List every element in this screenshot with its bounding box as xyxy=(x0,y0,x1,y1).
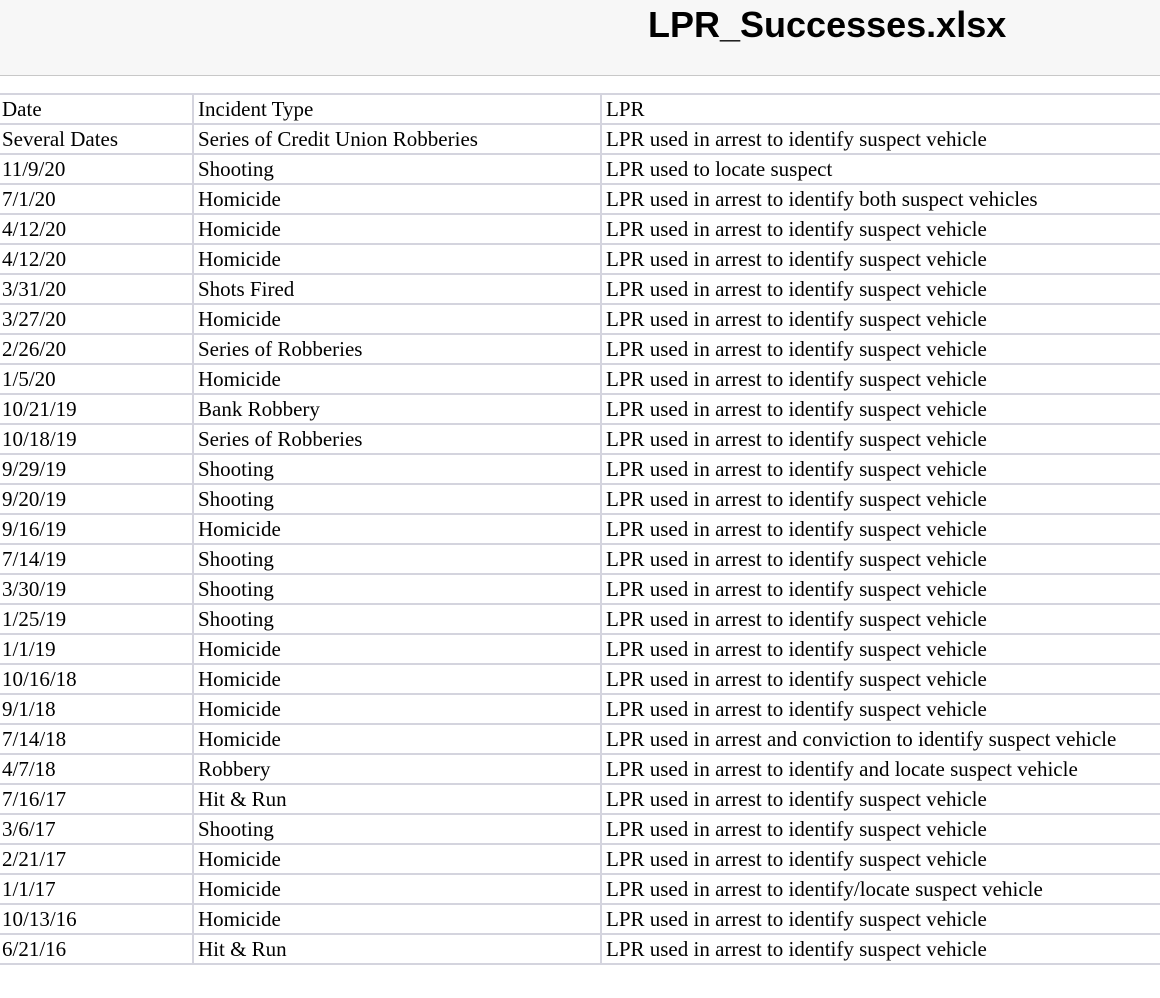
cell-date[interactable]: 9/29/19 xyxy=(0,454,193,484)
cell-lpr[interactable]: LPR used in arrest to identify suspect vehicle xyxy=(601,664,1160,694)
cell-incident-type[interactable]: Homicide xyxy=(193,844,601,874)
cell-incident-type[interactable]: Homicide xyxy=(193,904,601,934)
cell-lpr[interactable]: LPR used in arrest to identify suspect vehicle xyxy=(601,814,1160,844)
table-row xyxy=(0,904,1160,934)
cell-date[interactable]: 3/31/20 xyxy=(0,274,193,304)
cell-date[interactable]: 11/9/20 xyxy=(0,154,193,184)
cell-date[interactable]: 1/5/20 xyxy=(0,364,193,394)
cell-date[interactable]: 9/1/18 xyxy=(0,694,193,724)
cell-lpr[interactable]: LPR used in arrest to identify suspect vehicle xyxy=(601,634,1160,664)
table-row xyxy=(0,544,1160,574)
cell-date[interactable]: 1/1/17 xyxy=(0,874,193,904)
cell-lpr[interactable]: LPR used in arrest to identify and locate suspect vehicle xyxy=(601,754,1160,784)
cell-incident-type[interactable]: Shooting xyxy=(193,604,601,634)
table-row xyxy=(0,394,1160,424)
cell-date[interactable]: 9/16/19 xyxy=(0,514,193,544)
table-row xyxy=(0,214,1160,244)
cell-date[interactable]: 10/21/19 xyxy=(0,394,193,424)
header-lpr[interactable]: LPR xyxy=(601,94,1160,124)
cell-lpr[interactable]: LPR used in arrest to identify suspect vehicle xyxy=(601,784,1160,814)
cell-lpr[interactable]: LPR used in arrest to identify suspect vehicle xyxy=(601,544,1160,574)
cell-incident-type[interactable]: Series of Robberies xyxy=(193,334,601,364)
cell-incident-type[interactable]: Robbery xyxy=(193,754,601,784)
table-row xyxy=(0,934,1160,964)
cell-date[interactable]: 10/16/18 xyxy=(0,664,193,694)
cell-date[interactable]: 7/16/17 xyxy=(0,784,193,814)
header-date[interactable]: Date xyxy=(0,94,193,124)
cell-incident-type[interactable]: Hit & Run xyxy=(193,934,601,964)
cell-lpr[interactable]: LPR used in arrest to identify suspect vehicle xyxy=(601,364,1160,394)
cell-lpr[interactable]: LPR used in arrest and conviction to identify suspect vehicle xyxy=(601,724,1160,754)
table-row xyxy=(0,574,1160,604)
table-row xyxy=(0,604,1160,634)
cell-lpr[interactable]: LPR used in arrest to identify/locate suspect vehicle xyxy=(601,874,1160,904)
cell-date[interactable]: 1/25/19 xyxy=(0,604,193,634)
table-row xyxy=(0,874,1160,904)
cell-lpr[interactable]: LPR used in arrest to identify suspect vehicle xyxy=(601,844,1160,874)
table-row xyxy=(0,424,1160,454)
table-row xyxy=(0,844,1160,874)
cell-incident-type[interactable]: Hit & Run xyxy=(193,784,601,814)
cell-lpr[interactable]: LPR used in arrest to identify suspect vehicle xyxy=(601,424,1160,454)
cell-incident-type[interactable]: Homicide xyxy=(193,364,601,394)
cell-incident-type[interactable]: Shooting xyxy=(193,454,601,484)
cell-incident-type[interactable]: Shooting xyxy=(193,484,601,514)
cell-lpr[interactable]: LPR used in arrest to identify suspect vehicle xyxy=(601,214,1160,244)
cell-date[interactable]: 4/7/18 xyxy=(0,754,193,784)
cell-incident-type[interactable]: Shooting xyxy=(193,154,601,184)
cell-date[interactable]: 6/21/16 xyxy=(0,934,193,964)
table-row xyxy=(0,154,1160,184)
cell-incident-type[interactable]: Homicide xyxy=(193,514,601,544)
cell-date[interactable]: 3/30/19 xyxy=(0,574,193,604)
cell-incident-type[interactable]: Shooting xyxy=(193,544,601,574)
cell-incident-type[interactable]: Shots Fired xyxy=(193,274,601,304)
cell-date[interactable]: 2/21/17 xyxy=(0,844,193,874)
table-row xyxy=(0,334,1160,364)
cell-lpr[interactable]: LPR used in arrest to identify suspect vehicle xyxy=(601,604,1160,634)
cell-incident-type[interactable]: Series of Robberies xyxy=(193,424,601,454)
cell-incident-type[interactable]: Homicide xyxy=(193,184,601,214)
table-row xyxy=(0,244,1160,274)
table-row xyxy=(0,784,1160,814)
cell-date[interactable]: 10/18/19 xyxy=(0,424,193,454)
table-row xyxy=(0,484,1160,514)
spreadsheet-table xyxy=(0,93,1160,965)
cell-date[interactable]: 1/1/19 xyxy=(0,634,193,664)
cell-date[interactable]: 3/6/17 xyxy=(0,814,193,844)
cell-lpr[interactable]: LPR used in arrest to identify suspect vehicle xyxy=(601,244,1160,274)
cell-incident-type[interactable]: Homicide xyxy=(193,634,601,664)
cell-incident-type[interactable]: Homicide xyxy=(193,724,601,754)
cell-incident-type[interactable]: Homicide xyxy=(193,214,601,244)
table-row xyxy=(0,184,1160,214)
table-row xyxy=(0,814,1160,844)
cell-incident-type[interactable]: Shooting xyxy=(193,814,601,844)
cell-lpr[interactable]: LPR used in arrest to identify suspect vehicle xyxy=(601,304,1160,334)
cell-lpr[interactable]: LPR used in arrest to identify suspect vehicle xyxy=(601,394,1160,424)
table-row xyxy=(0,304,1160,334)
table-row xyxy=(0,274,1160,304)
cell-date[interactable]: 4/12/20 xyxy=(0,214,193,244)
cell-incident-type[interactable]: Homicide xyxy=(193,874,601,904)
header-row xyxy=(0,94,1160,124)
table-body xyxy=(0,124,1160,964)
cell-lpr[interactable]: LPR used in arrest to identify suspect vehicle xyxy=(601,934,1160,964)
table-row xyxy=(0,454,1160,484)
table-row xyxy=(0,664,1160,694)
cell-date[interactable]: 2/26/20 xyxy=(0,334,193,364)
title-bar xyxy=(0,0,1160,76)
cell-date[interactable]: 10/13/16 xyxy=(0,904,193,934)
cell-date[interactable]: 3/27/20 xyxy=(0,304,193,334)
cell-date[interactable]: Several Dates xyxy=(0,124,193,154)
cell-lpr[interactable]: LPR used in arrest to identify suspect vehicle xyxy=(601,124,1160,154)
table-row xyxy=(0,124,1160,154)
table-row xyxy=(0,754,1160,784)
cell-incident-type[interactable]: Homicide xyxy=(193,664,601,694)
cell-date[interactable]: 7/14/19 xyxy=(0,544,193,574)
cell-date[interactable]: 4/12/20 xyxy=(0,244,193,274)
cell-date[interactable]: 9/20/19 xyxy=(0,484,193,514)
cell-incident-type[interactable]: Series of Credit Union Robberies xyxy=(193,124,601,154)
table-row xyxy=(0,514,1160,544)
table-row xyxy=(0,634,1160,664)
cell-date[interactable]: 7/1/20 xyxy=(0,184,193,214)
cell-date[interactable]: 7/14/18 xyxy=(0,724,193,754)
cell-lpr[interactable]: LPR used in arrest to identify suspect vehicle xyxy=(601,574,1160,604)
cell-incident-type[interactable]: Homicide xyxy=(193,304,601,334)
cell-lpr[interactable]: LPR used in arrest to identify both suspect vehicles xyxy=(601,184,1160,214)
table-row xyxy=(0,364,1160,394)
cell-lpr[interactable]: LPR used to locate suspect xyxy=(601,154,1160,184)
cell-lpr[interactable]: LPR used in arrest to identify suspect vehicle xyxy=(601,514,1160,544)
cell-lpr[interactable]: LPR used in arrest to identify suspect vehicle xyxy=(601,694,1160,724)
cell-incident-type[interactable]: Bank Robbery xyxy=(193,394,601,424)
table-row xyxy=(0,694,1160,724)
cell-incident-type[interactable]: Shooting xyxy=(193,574,601,604)
file-title: LPR_Successes.xlsx xyxy=(648,4,1007,45)
cell-lpr[interactable]: LPR used in arrest to identify suspect vehicle xyxy=(601,904,1160,934)
cell-incident-type[interactable]: Homicide xyxy=(193,244,601,274)
cell-lpr[interactable]: LPR used in arrest to identify suspect vehicle xyxy=(601,334,1160,364)
cell-lpr[interactable]: LPR used in arrest to identify suspect vehicle xyxy=(601,454,1160,484)
table-row xyxy=(0,724,1160,754)
cell-lpr[interactable]: LPR used in arrest to identify suspect vehicle xyxy=(601,484,1160,514)
header-incident-type[interactable]: Incident Type xyxy=(193,94,601,124)
cell-lpr[interactable]: LPR used in arrest to identify suspect vehicle xyxy=(601,274,1160,304)
cell-incident-type[interactable]: Homicide xyxy=(193,694,601,724)
